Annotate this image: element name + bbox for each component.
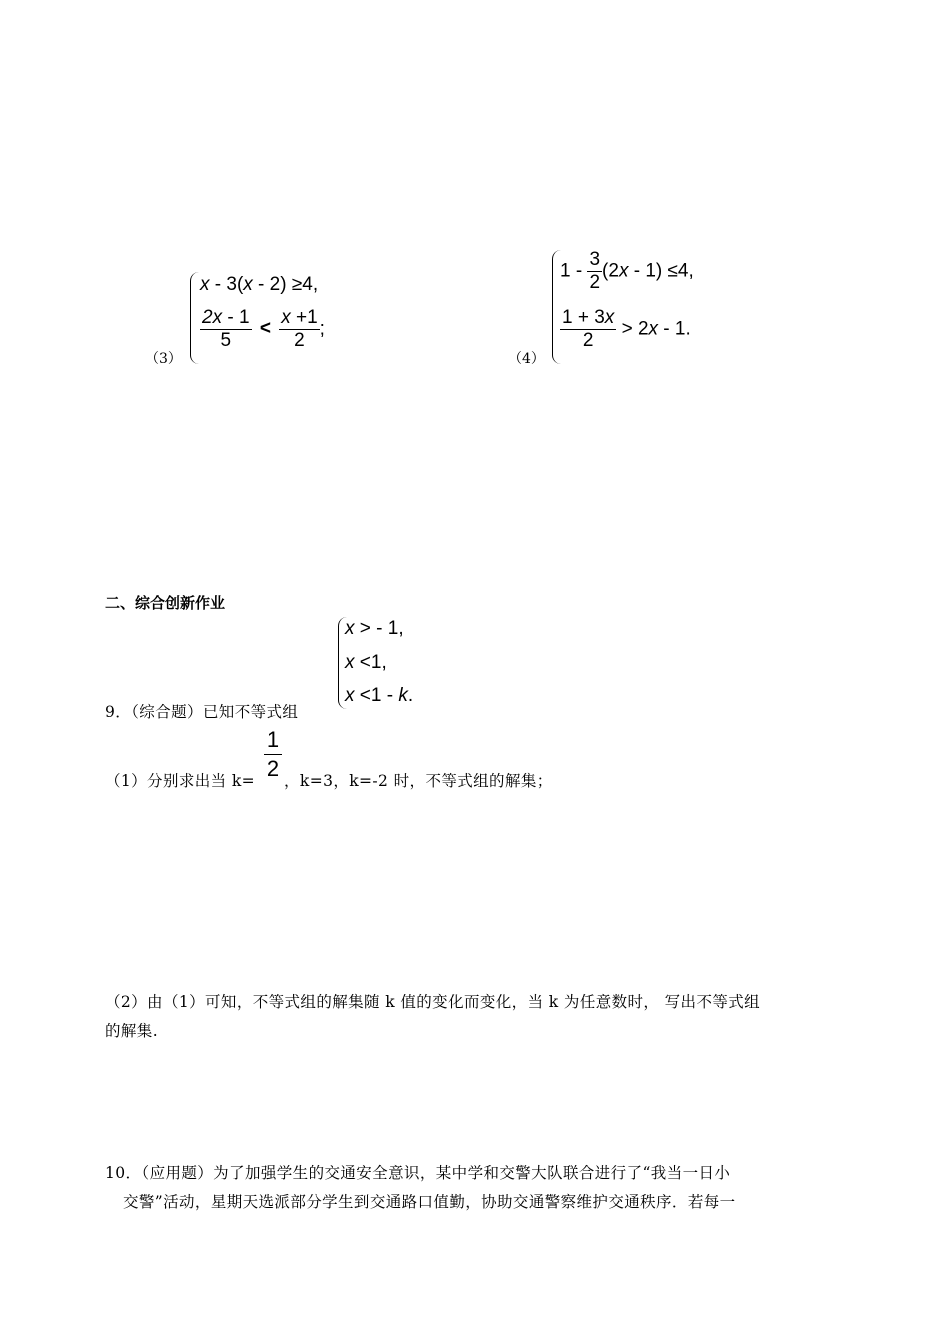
expr-part: - 1.	[658, 318, 691, 340]
denominator: 2	[294, 329, 305, 351]
relation: > - 1,	[354, 618, 404, 639]
q9-part2-line2: 的解集.	[105, 1022, 159, 1040]
denominator: 2	[582, 329, 594, 351]
denominator: 2	[266, 756, 280, 782]
numerator-var: x	[604, 307, 615, 328]
numerator-rest: +1	[290, 307, 318, 328]
expr-part: > 2	[616, 318, 649, 340]
numerator-var: 2x	[202, 307, 223, 328]
var-x: x	[345, 618, 355, 639]
numerator: 3	[589, 249, 601, 270]
numerator-pre: 1 + 3	[562, 307, 605, 328]
denominator: 2	[589, 271, 601, 293]
semicolon: ;	[319, 318, 325, 340]
fraction	[560, 308, 616, 351]
less-than-sign: <	[259, 318, 271, 340]
q9-system-line2	[345, 652, 387, 674]
relation: <1,	[354, 652, 387, 673]
q10-line2: 交警”活动，星期天选派部分学生到交通路口值勤，协助交通警察维护交通秩序．若每一	[123, 1193, 736, 1211]
numerator-var: x	[281, 307, 291, 328]
q9-part1-post: ，k=3，k=-2 时，不等式组的解集；	[284, 772, 553, 790]
expr-part: - 2) ≥4,	[252, 274, 319, 295]
expr-part: - 3(	[209, 274, 244, 295]
expr-part: - 1) ≤4,	[628, 260, 694, 282]
var-x: x	[345, 685, 355, 706]
var-x: x	[618, 260, 629, 282]
q9-part1-fraction	[264, 728, 282, 781]
var-k: k	[398, 685, 408, 706]
q9-part2-line1: （2）由（1）可知，不等式组的解集随 k 值的变化而变化，当 k 为任意数时， 写出不等式组	[105, 993, 761, 1011]
problem3-brace	[190, 272, 199, 364]
var-x: x	[200, 274, 210, 295]
var-x: x	[648, 318, 659, 340]
var-x: x	[345, 652, 355, 673]
fraction	[279, 308, 319, 351]
denominator: 5	[220, 329, 232, 351]
relation: <1 -	[354, 685, 399, 706]
fraction	[587, 250, 602, 293]
numerator: 1	[264, 728, 282, 755]
problem3-line2	[200, 308, 325, 351]
problem4-label: （4）	[508, 351, 545, 367]
section-heading: 二、综合创新作业	[105, 594, 226, 612]
q9-system-line1	[345, 618, 404, 640]
problem4-line1	[560, 250, 694, 293]
q9-system-line3	[345, 685, 413, 707]
expr-part: 1 -	[560, 260, 588, 282]
q10-line1: 10．（应用题）为了加强学生的交通安全意识，某中学和交警大队联合进行了“我当一日小	[105, 1164, 731, 1182]
problem4-line2	[560, 308, 691, 351]
fraction	[200, 308, 252, 351]
relation: .	[407, 685, 414, 706]
problem3-line1	[200, 274, 318, 296]
problem3-label: （3）	[145, 351, 182, 367]
q9-part1-pre: （1）分别求出当 k=	[105, 772, 256, 790]
q9-intro: 9．（综合题）已知不等式组	[105, 703, 299, 721]
var-x: x	[243, 274, 253, 295]
expr-part: (2	[602, 260, 619, 282]
numerator-rest: - 1	[222, 307, 250, 328]
